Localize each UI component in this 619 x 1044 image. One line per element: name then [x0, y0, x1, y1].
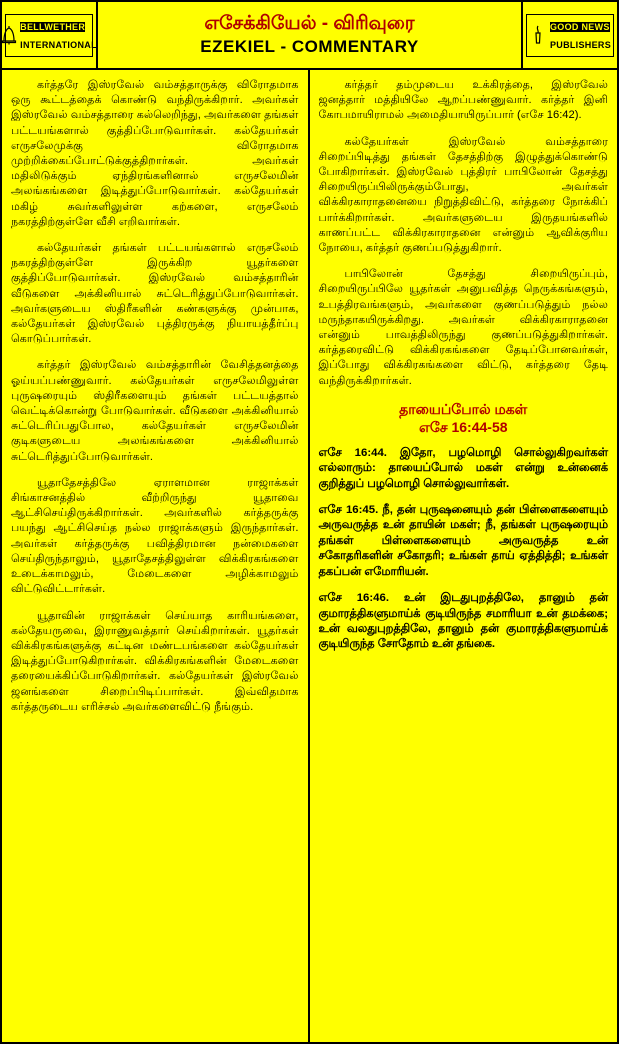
paragraph: கர்த்தர் தம்முடைய உக்கிரத்தை, இஸ்ரவேல் ஜனத்தார் மத்தியிலே ஆறப்பண்ணுவார். கர்த்தர் இனி கோபமாயிராமல் அமைதியாயிருப்பார் (எசே 16:42).: [318, 79, 608, 122]
paragraph: யூதாவின் ராஜாக்கள் செய்யாத காரியங்களை, கல்தேயருவை, இராணுவத்தார் செய்கிறார்கள். யூதர்கள் விக்கிரகங்களுக்கு கட்டின மண்டபங்களை கல்தேயர்கள் இடித்துப்போடுகிறார்கள். விக்கிரகங்களின் மேடைகளை தரையைக்கிப்போடுகிறார்கள். கல்தேயர்கள் இஸ்ரவேல் ஜனங்களை சிறைப்பிடிப்பார்கள். இவ்விதமாக கர்த்தருடைய எரிச்சல் அவர்களைவிட்டு நீங்கும்.: [11, 609, 299, 713]
paragraph: பாபிலோன் தேசத்து சிறையிருப்பும், சிறையிருப்பிலே யூதர்கள் அனுபவித்த நெருக்கங்களும், உபத்திரவங்களும், அவர்களை குணப்படுத்தும் நல்ல மருந்தாகயிருக்கிறது. அவர்கள் விக்கிரகாராதனை என்னும் பாவத்திலிருந்து குணப்படுத்துகிறார்கள். கர்த்தரைவிட்டு விக்கிரகங்களை தேடிப்போனவர்கள், இப்போது விக்கிரகங்களை விட்டு, கர்த்தரை தேடி வந்திருக்கிறார்கள்.: [318, 268, 608, 387]
paragraph: யூதாதேசத்திலே ஏராளமான ராஜாக்கள் சிங்காசனத்தில் வீற்றிருந்து யூதாவை ஆட்சிசெய்திருக்கிறார்கள். அவர்களில் கர்த்தருக்கு பயந்து ஆட்சிசெய்த நல்ல ராஜாக்களும் இருந்தார்கள். அவர்கள் கர்த்தருக்கு பவித்திரமான நன்மைகளை செய்திருந்தாலும், யூதாதேசத்திலுள்ள விக்கிரகங்களை உடைக்காமலும், மேடைகளை அழிக்காமலும் விட்டுவிட்டார்கள்.: [11, 476, 299, 596]
torch-icon: [529, 25, 547, 45]
verse-16-46: எசே 16:46. உன் இடதுபுறத்திலே, தானும் தன் குமாரத்திகளுமாய்க் குடியிருந்த சமாரியா உன் தமக்கை; உன் வலதுபுறத்திலே, தானும் தன் குமாரத்திகளுமாய்க் குடியிருந்த சோதோம் உன் தங்கை.: [318, 592, 608, 651]
left-column: [2, 70, 310, 1042]
section-reference: எசே 16:44-58: [418, 418, 508, 435]
good-news-publishers-logo: [521, 2, 617, 68]
logo-frame-left: [5, 14, 97, 57]
paragraph: கல்தேயர்கள் இஸ்ரவேல் வம்சத்தாரை சிறைப்பிடித்து தங்கள் தேசத்திற்கு இழுத்துக்கொண்டு போகிறார்கள். இஸ்ரவேல் புத்திரர் பாபிலோன் தேசத்து சிறையிருப்பிலிருக்கும்போது, அவர்கள் விக்கிரகாராதனையை நிறுத்திவிட்டு, கர்த்தரை நோக்கிப் பார்க்கிறார்கள். அவர்களுடைய இருதயங்களில் காணப்பட்ட விக்கிரகாராதனை என்னும் ஆவிக்குரிய நோயை, கர்த்தர் குணப்படுத்துகிறார்.: [318, 135, 608, 255]
page-body: [2, 70, 617, 1042]
title-english: EZEKIEL - COMMENTARY: [200, 37, 419, 56]
bellwether-international-logo: [2, 2, 98, 68]
bell-icon: [1, 25, 17, 45]
logo-frame-right: [526, 14, 614, 57]
paragraph: கல்தேயர்கள் தங்கள் பட்டயங்களால் எருசலேம் நகரத்திற்குள்ளே இருக்கிற யூதர்களை குத்திப்போடுவார்கள். இஸ்ரவேல் வம்சத்தாரின் வீடுகளை அக்கினியால் சுட்டெரித்துப்போடுவார்கள். அவர்களுடைய ஸ்திரீகளின் கண்களுக்கு முன்பாக, கல்தேயர்கள் இஸ்ரவேல் புத்திரருக்கு நியாயத்தீர்ப்பு கொடுப்பார்கள்.: [11, 242, 299, 346]
right-column: [310, 70, 618, 1042]
international-label: INTERNATIONAL: [20, 39, 97, 50]
paragraph: கர்த்தரே இஸ்ரவேல் வம்சத்தாருக்கு விரோதமாக ஒரு கூட்டத்தைக் கொண்டு வந்திருக்கிறார். அவர்கள் இஸ்ரவேல் வம்சத்தாரை கல்லெறிந்து, அவர்களை தங்கள் பட்டயங்களால் குத்திப்போடுவார்கள். கல்தேயர்கள் எருசலேமுக்கு விரோதமாக முற்றிக்கைப்போட்டுக்குத்திறார்கள். அவர்கள் மதிலிடுக்கும் ஏந்திரங்களினால் எருசலேமின் அலங்கங்களை இடித்துப்போடுவார்கள். கல்தேயர்கள் மகிழ் சுவர்களிலுள்ள கற்களை, எருசலேம் நகரத்திற்குள்ளே வீசி எறிவார்கள்.: [11, 79, 299, 228]
paragraph: கர்த்தர் இஸ்ரவேல் வம்சத்தாரின் வேசித்தனத்தை ஓய்யப்பண்ணுவார். கல்தேயர்கள் எருசலேமிலுள்ள புருஷரையும் ஸ்திரீகளையும் தங்கள் பட்டயத்தால் வெட்டிக்கொன்று போடுவார்கள். வீடுகளை அக்கினியால் சுட்டெரிப்பதுபோல, கல்தேயர்கள் எருசலேமின் குடிகளுடைய அலங்கங்களை அக்கினியால் சுட்டெரித்துப்போடுவார்கள்.: [11, 359, 299, 463]
section-heading: [319, 400, 609, 436]
verse-16-44: எசே 16:44. இதோ, பழமொழி சொல்லுகிறவர்கள் எல்லாரும்: தாயைப்போல் மகள் என்று உன்னைக் குறித்துப் பழமொழி சொல்லுவார்கள்.: [318, 446, 608, 490]
verse-16-45: எசே 16:45. நீ, தன் புருஷனையும் தன் பிள்ளைகளையும் அருவருத்த உன் தாயின் மகள்; நீ, தங்கள் புருஷரையும் தங்கள் பிள்ளைகளையும் அருவருத்த உன் சகோதரிகளின் சகோதரி; உங்கள் தாய் ஏத்தித்தி; உங்கள் தகப்பன் எமோரியன்.: [318, 504, 608, 578]
section-title-text: தாயைப்போல் மகள்: [399, 400, 528, 417]
page-title: [98, 2, 521, 68]
publishers-label: PUBLISHERS: [549, 39, 611, 50]
good-news-label: GOOD NEWS: [549, 21, 610, 32]
bellwether-label: BELLWETHER: [20, 21, 86, 32]
page-header: [2, 2, 617, 70]
title-tamil: எசேக்கியேல் - விரிவுரை: [204, 13, 415, 34]
